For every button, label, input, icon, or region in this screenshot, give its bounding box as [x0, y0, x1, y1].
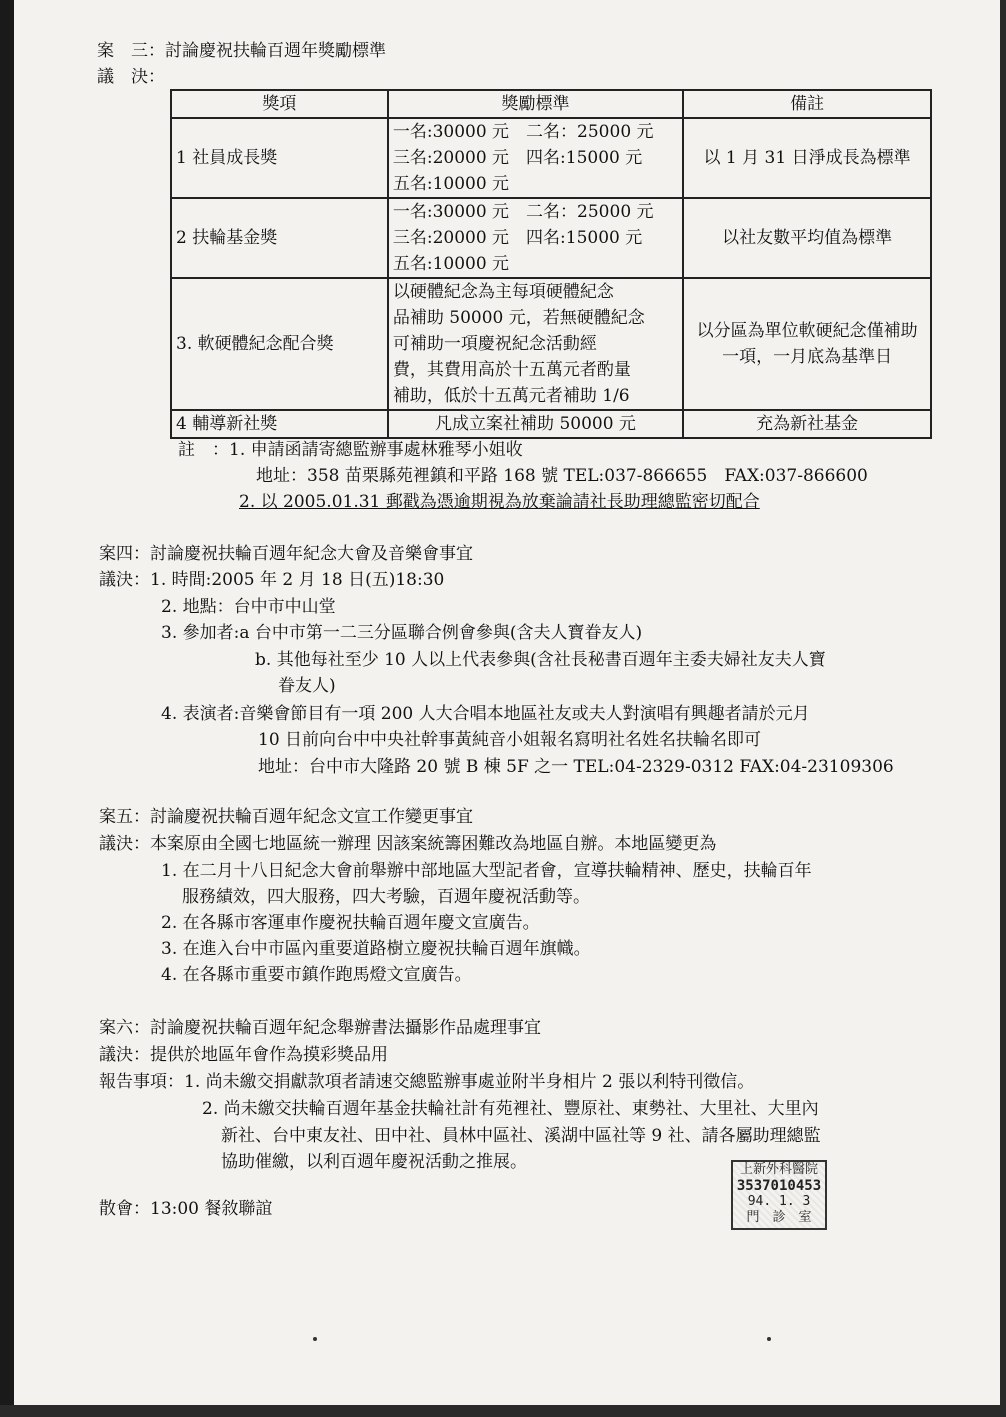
- table-row: [171, 410, 931, 438]
- row3-note: 以分區為單位軟硬紀念僅補助一項，一月底為基準日: [683, 278, 931, 410]
- row1-note: 以 1 月 31 日淨成長為標準: [683, 118, 931, 198]
- row3-standard-line: 可補助一項慶祝紀念活動經: [392, 334, 597, 354]
- row3-standard: [388, 278, 683, 410]
- row3-standard-line: 以硬體紀念為主每項硬體紀念: [392, 282, 614, 302]
- case5-line: 3. 在進入台中市區內重要道路樹立慶祝扶輪百週年旗幟。: [161, 939, 591, 959]
- case6-title: 案六：討論慶祝扶輪百週年紀念舉辦書法攝影作品處理事宜: [99, 1018, 541, 1038]
- case4-line: 3. 參加者:a 台中市第一二三分區聯合例會參與(含夫人寶眷友人): [161, 623, 643, 643]
- table-header-row: [171, 90, 931, 118]
- case4-line: 地址：台中市大隆路 20 號 B 棟 5F 之一 TEL:04-2329-0312 FAX:04-23109306: [258, 757, 894, 777]
- case4-line: 眷友人): [278, 676, 336, 696]
- received-stamp: [731, 1160, 827, 1230]
- closing-line: 散會：13:00 餐敘聯誼: [99, 1199, 273, 1219]
- case3-note-2: 2. 以 2005.01.31 郵戳為憑逾期視為放棄論請社長助理總監密切配合: [239, 492, 760, 512]
- row3-standard-line: 費，其費用高於十五萬元者酌量: [392, 360, 631, 380]
- row1-standard: [388, 118, 683, 198]
- table-row: [171, 278, 931, 410]
- case3-note-1: 註 ：1. 申請函請寄總監辦事處林雅琴小姐收: [178, 440, 523, 460]
- case4-line: b. 其他每社至少 10 人以上代表參與(含社長秘書百週年主委夫婦社友夫人寶: [255, 650, 826, 670]
- header-note: 備註: [683, 90, 931, 118]
- case5-line: 1. 在二月十八日紀念大會前舉辦中部地區大型記者會，宣導扶輪精神、歷史，扶輪百年: [161, 861, 812, 881]
- case5-line: 2. 在各縣市客運車作慶祝扶輪百週年慶文宣廣告。: [161, 913, 540, 933]
- scan-edge-bottom: [0, 1405, 1006, 1417]
- case4-line: 4. 表演者:音樂會節目有一項 200 人大合唱本地區社友或夫人對演唱有興趣者請於元月: [161, 704, 810, 724]
- case5-line: 4. 在各縣市重要市鎮作跑馬燈文宣廣告。: [161, 965, 472, 985]
- stamp-line: 門 診 室: [746, 1210, 812, 1225]
- report-items-line: 新社、台中東友社、田中社、員林中區社、溪湖中區社等 9 社、請各屬助理總監: [221, 1126, 821, 1146]
- row1-standard-line: 一名:30000 元 二名：25000 元: [392, 122, 654, 142]
- report-items-line: 協助催繳，以利百週年慶祝活動之推展。: [221, 1152, 527, 1172]
- row2-item: 2 扶輪基金獎: [171, 198, 388, 278]
- case4-line: 2. 地點：台中市中山堂: [161, 597, 336, 617]
- award-table: [170, 89, 932, 439]
- header-standard: 獎勵標準: [388, 90, 683, 118]
- table-row: [171, 198, 931, 278]
- stamp-line: 94. 1. 3: [747, 1194, 811, 1209]
- row2-standard-line: 五名:10000 元: [392, 254, 510, 274]
- case5-line: 議決：本案原由全國七地區統一辦理 因該案統籌困難改為地區自辦。本地區變更為: [99, 834, 717, 854]
- row4-item: 4 輔導新社獎: [171, 410, 388, 438]
- case3-resolution-label: 議 決：: [97, 67, 165, 87]
- row1-standard-line: 五名:10000 元: [392, 174, 510, 194]
- row4-note: 充為新社基金: [683, 410, 931, 438]
- case4-line: 議決：1. 時間:2005 年 2 月 18 日(五)18:30: [99, 570, 445, 590]
- stamp-line: 3537010453: [736, 1178, 822, 1194]
- row3-standard-line: 補助，低於十五萬元者補助 1/6: [392, 386, 630, 406]
- scan-dot: [767, 1337, 771, 1341]
- row4-standard: 凡成立案社補助 50000 元: [388, 410, 683, 438]
- row3-item: 3. 軟硬體紀念配合獎: [171, 278, 388, 410]
- table-row: [171, 118, 931, 198]
- case5-title: 案五：討論慶祝扶輪百週年紀念文宣工作變更事宜: [99, 807, 473, 827]
- row1-item: 1 社員成長獎: [171, 118, 388, 198]
- row2-note: 以社友數平均值為標準: [683, 198, 931, 278]
- stamp-line: 上新外科醫院: [739, 1162, 818, 1177]
- case3-note-address: 地址：358 苗栗縣苑裡鎮和平路 168 號 TEL:037-866655 FAX:037-866600: [256, 466, 868, 486]
- scan-edge-right: [1000, 0, 1006, 1417]
- report-items-line: 報告事項：1. 尚未繳交捐獻款項者請速交總監辦事處並附半身相片 2 張以利特刊徵信。: [99, 1072, 755, 1092]
- case6-line: 議決：提供於地區年會作為摸彩獎品用: [99, 1045, 388, 1065]
- row2-standard-line: 三名:20000 元 四名:15000 元: [392, 228, 643, 248]
- case5-line: 服務績效，四大服務，四大考驗，百週年慶祝活動等。: [182, 887, 590, 907]
- scan-dot: [313, 1337, 317, 1341]
- header-item: 獎項: [171, 90, 388, 118]
- case3-title: 案 三：討論慶祝扶輪百週年獎勵標準: [97, 41, 386, 61]
- row2-standard-line: 一名:30000 元 二名：25000 元: [392, 202, 654, 222]
- scan-edge-left: [0, 0, 14, 1417]
- case4-line: 10 日前向台中中央社幹事黃純音小姐報名寫明社名姓名扶輪名即可: [258, 730, 762, 750]
- row2-standard: [388, 198, 683, 278]
- report-items-line: 2. 尚未繳交扶輪百週年基金扶輪社計有苑裡社、豐原社、東勢社、大里社、大里內: [202, 1099, 819, 1119]
- row1-standard-line: 三名:20000 元 四名:15000 元: [392, 148, 643, 168]
- case4-title: 案四：討論慶祝扶輪百週年紀念大會及音樂會事宜: [99, 544, 473, 564]
- row3-standard-line: 品補助 50000 元，若無硬體紀念: [392, 308, 645, 328]
